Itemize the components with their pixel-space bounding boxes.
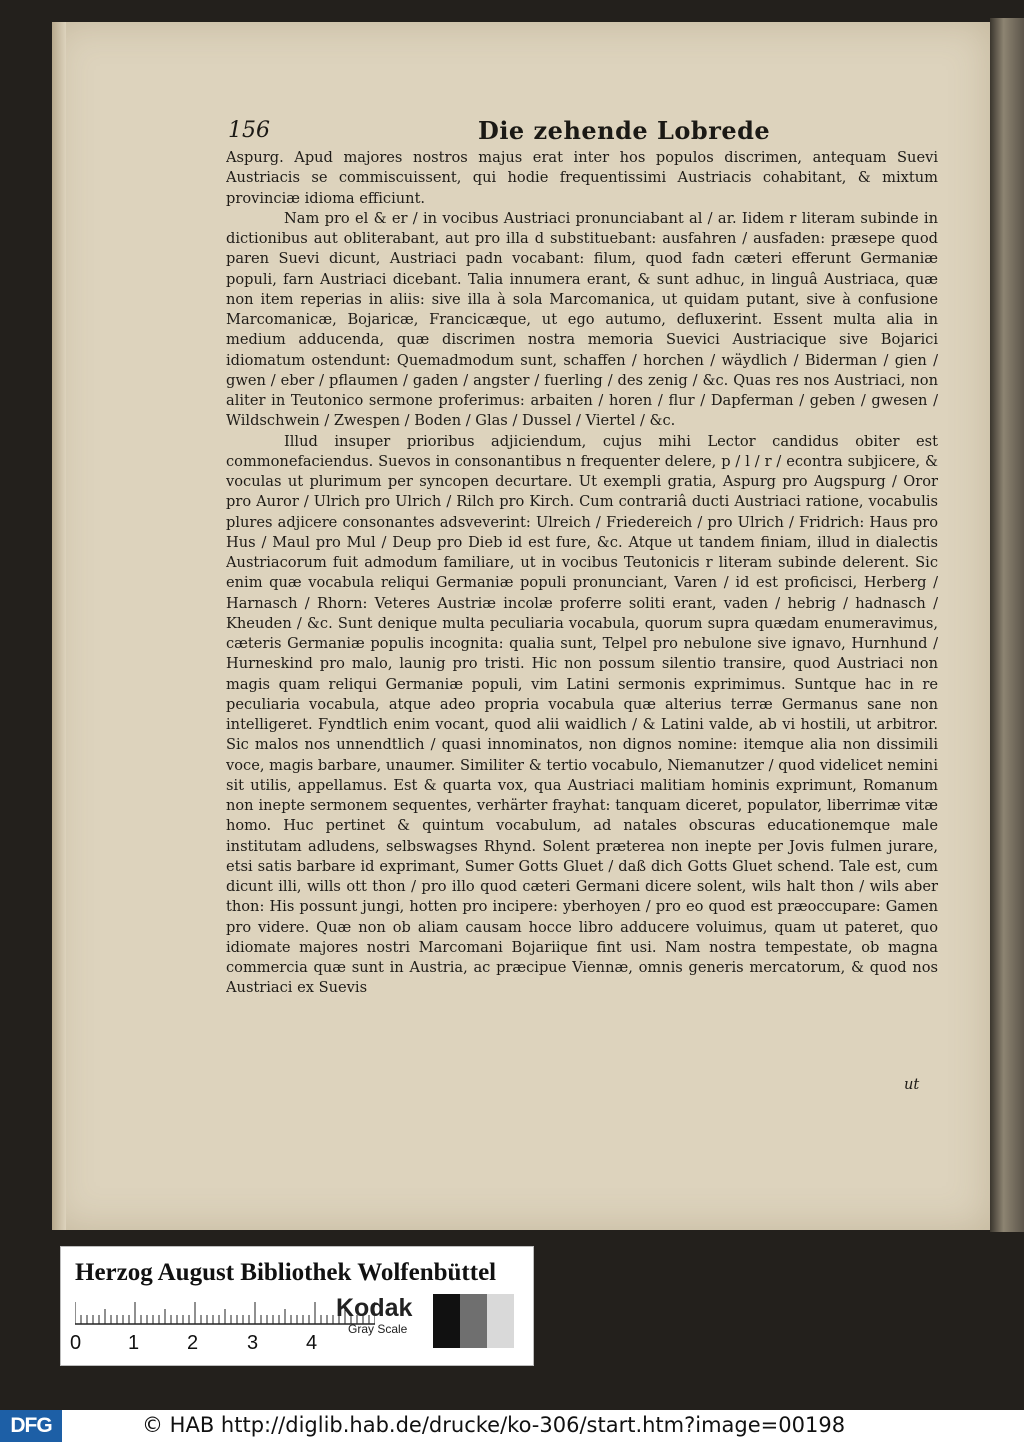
gray-scale-label: Gray Scale: [348, 1322, 408, 1336]
ruler-ticks: [75, 1301, 375, 1325]
catchword: ut: [904, 1076, 920, 1093]
ruler-number-2: 2: [187, 1332, 199, 1354]
kodak-logo: Kodak: [336, 1294, 413, 1322]
body-text: [226, 148, 938, 1098]
paragraph-2: Nam pro el & er / in vocibus Austriaci pronunciabant al / ar. Iidem r literam subinde in dictionibus aut obliterabant, aut pro illa d substituebant: ausfahren / ausfaden: præsepe quod paren Suevi dicunt, Austriaci padn vocabant: filum, quod fadn cæteri efferunt Germaniæ populi, farn Austriaci dicebant. Talia innumera erant, & sunt adhuc, in linguâ Austriaca, quæ non item reperias in aliis: sive illa à sola Marcomanica, ut quidam putant, sive à confusione Marcomanicæ, Bojaricæ, Francicæque, ut ego autumo, defluxerint. Essent multa alia in medium adducenda, quæ discrimen nostra memoria Suevici Austriacique sive Bojarici idiomatum ostendunt: Quemadmodum sunt, schaffen / horchen / wäydlich / Biderman / gien / gwen / eber / pflaumen / gaden / angster / fuerling / des zenig / &c. Quas res nos Austriaci, non aliter in Teutonico sermone proferimus: arbaiten / horen / flur / Dapferman / geben / gwesen / Wildschwein / Zwespen / Boden / Glas / Dussel / Viertel / &c.: [226, 209, 938, 430]
page-number: 156: [228, 118, 270, 143]
footer-bar: [0, 1410, 1024, 1442]
library-name: Herzog August Bibliothek Wolfenbüttel: [75, 1259, 497, 1286]
facing-page-edge: [990, 18, 1024, 1232]
paragraph-1: Aspurg. Apud majores nostros majus erat inter hos populos discrimen, antequam Suevi Austriacis se commiscuissent, qui hodie frequentissimi Austriacis cohabitant, & mixtum provinciæ idioma efficiunt.: [226, 149, 938, 207]
measurement-ruler: [75, 1301, 375, 1325]
page-header: [228, 118, 938, 148]
copyright-link[interactable]: © HAB http://diglib.hab.de/drucke/ko-306/start.htm?image=00198: [142, 1413, 846, 1437]
page-gutter-shadow: [52, 22, 66, 1230]
gray-step-dark: [433, 1294, 460, 1348]
ruler-number-4: 4: [306, 1332, 318, 1354]
dfg-logo: DFG: [0, 1410, 62, 1442]
ruler-number-3: 3: [247, 1332, 259, 1354]
gray-step-light: [487, 1294, 514, 1348]
running-head: Die zehende Lobrede: [478, 116, 771, 145]
ruler-number-1: 1: [128, 1332, 140, 1354]
gray-step-mid: [460, 1294, 487, 1348]
ruler-number-0: 0: [70, 1332, 82, 1354]
paragraph-3: Illud insuper prioribus adjiciendum, cujus mihi Lector candidus obiter est commonefaciendus. Suevos in consonantibus n frequenter delere, p / l / r / econtra subjicere, & voculas ut plurimum per syncopen decurtare. Ut exempli gratia, Aspurg pro Augspurg / Oror pro Auror / Ulrich pro Ulrich / Rilch pro Kirch. Cum contrariâ ducti Austriaci ratione, vocabulis plures adjicere consonantes adsveverint: Ulreich / Friedereich / pro Ulrich / Fridrich: Haus pro Hus / Maul pro Mul / Deup pro Dieb id est fure, &c. Atque ut tandem finiam, illud in dialectis Austriacorum fuit admodum familiare, ut in vocibus Teutonicis r literam subinde delerent. Sic enim quæ vocabula reliqui Germaniæ populi pronunciant, Varen / id est proficisci, Herberg / Harnasch / Rhorn: Veteres Austriæ incolæ proferre soliti erant, vaden / hebrig / hadnasch / Kheuden / &c. Sunt denique multa peculiaria vocabula, quorum supra quædam enumeravimus, cæteris Germaniæ populis incognita: qualia sunt, Telpel pro nebulone sive ignavo, Hurnhund / Hurneskind pro malo, launig pro tristi. Hic non possum silentio transire, quod Austriaci non magis quam reliqui Germaniæ populi, vim Latini sermonis exprimimus. Suntque hac in re peculiaria vocabula, atque adeo propria vocabula quæ alterius terræ Germanus sane non intelligeret. Fyndtlich enim vocant, quod alii waidlich / & Latini valde, ab vi hostili, ut arbitror. Sic malos nos unnendtlich / quasi innominatos, non dignos nomine: itemque alia non dissimili voce, magis barbare, unaumer. Similiter & tertio vocabulo, Niemanutzer / quod videlicet nemini sit utilis, appellamus. Est & quarta vox, qua Austriaci malitiam hominis exprimunt, Romanum non inepte sermonem sequentes, verhärter frayhat: tanquam diceret, populator, liberrimæ vitæ homo. Huc pertinet & quintum vocabulum, ad natales obscuras educationemque male institutam adludens, selbswagses Rhynd. Solent præterea non inepte per Jovis fulmen jurare, etsi satis barbare id exprimant, Sumer Gotts Gluet / daß dich Gotts Gluet schend. Tale est, cum dicunt illi, wills ott thon / pro illo quod cæteri Germani dicere solent, wils halt thon / wils aber thon: His possunt jungi, hotten pro incipere: yberhoyen / pro eo quod est præoccupare: Gamen pro videre. Quæ non ob aliam causam hocce libro adducere voluimus, quam ut pateret, quo idiomate majores nostri Marcomani Bojariique fint usi. Nam nostra tempestate, ob magna commercia quæ sunt in Austria, ac præcipue Viennæ, omnis generis mercatorum, & quod nos Austriaci ex Suevis: [226, 432, 938, 997]
